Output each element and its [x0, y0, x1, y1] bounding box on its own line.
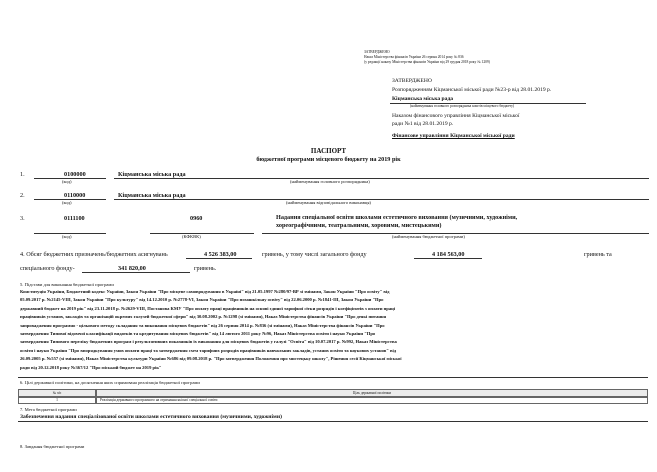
row-1-number: 1.: [20, 171, 25, 178]
approval-label-2: ЗАТВЕРДЖЕНО: [392, 78, 432, 84]
goal-table-header-num: № з/п: [52, 391, 62, 395]
goal-table-row-goal: Реалізація державного програмного на отримання якісної спеціальної освіти: [100, 398, 218, 402]
section-5-line: державний бюджет на 2019 рік" від 23.11.2018 р. №2629-VIII, Постанова КМУ "Про оплату праці працівників на основі єдиної тарифної сітки розрядів і коефіцієнтів з оплати праці: [20, 305, 396, 311]
row-2-name-line: [114, 199, 649, 200]
section-5-line: запровадження програмно - цільового методу складання та виконання місцевих бюджетів" від 26 серпня 2014 р. №836 (зі змінами), Наказ Міністерства фінансів України "Про: [20, 322, 385, 328]
row-3-name-line-2: хореографічними, театральними, хоровими, мистецькими): [276, 222, 442, 229]
row-3-name-line-1: Надання спеціальної освіти школами естетичного виховання (музичними, художніми,: [276, 214, 518, 221]
section-5-line: 05.09.2017 р. №2145-VIII, Закон України "Про культуру" від 14.12.2010 р. №2778-VI, Закон України "Про позашкільну освіту" від 22.06.2000 р. №1841-III, Закон України "Про: [20, 297, 384, 303]
approval-org-1-note: (найменування головного розпорядника коштів місцевого бюджету): [410, 104, 515, 108]
goal-table-header-goal: Ціль державної політики: [352, 391, 392, 395]
budget-special-prefix: спеціального фонду-: [20, 265, 75, 272]
budget-special-suffix: гривень.: [194, 265, 217, 272]
page-subtitle: бюджетної програми місцевого бюджету на 2019 рік: [256, 156, 401, 163]
budget-general-line: [414, 258, 482, 259]
budget-general: 4 184 563,00: [432, 251, 465, 258]
row-3-code-note: (код): [62, 234, 72, 239]
approval-order-1-line-2: (у редакції наказу Міністерства фінансів України від 29 грудня 2018 року № 1209): [364, 60, 490, 64]
row-3-code: 0111100: [64, 215, 85, 222]
budget-special: 341 820,00: [118, 265, 146, 272]
section-5-line: 26.09.2005 р. №557 (зі змінами), Наказ Міністерства культури України №686 від 09.08.2018 р. "Про затвердження Положення про мистецьку школу", Рішення сесії Кіцманської міської: [20, 356, 402, 362]
section-6-title: 6. Цілі державної політики, на досягнення яких спрямована реалізація бюджетної програми: [20, 380, 200, 385]
budget-prefix: 4. Обсяг бюджетних призначень/бюджетних асигнувань: [20, 251, 168, 258]
section-5-line: освіти і науки України "Про впорядкування умов оплати праці та затвердження схем тарифних розрядів працівників навчальних закладів, установ освіти та наукових установ" від: [20, 347, 397, 353]
section-5-line: ради від 20.12.2018 року №367/12 "Про міський бюджет на 2019 рік": [20, 364, 162, 370]
row-2-code-note: (код): [62, 200, 72, 205]
row-2-code: 0110000: [64, 192, 86, 199]
row-1-name-line: [114, 178, 649, 179]
approval-org-1: Кіцманська міська рада: [392, 96, 454, 102]
row-2-name: Кіцманська міська рада: [118, 192, 186, 199]
row-3-kfkvk-note: (КФКВК): [182, 234, 201, 239]
section-5-line: працівників установ, закладів та організацій окремих галузей бюджетної сфери" від 30.08.2002 р. №1298 (зі змінами), Наказ Міністерства фінансів України "Про деякі питання: [20, 314, 387, 320]
section-7-text: Забезпечення надання спеціалізованої освіти школами естетичного виховання (музичними, художніми): [20, 414, 282, 420]
budget-mid-text: гривень, у тому числі загального фонду: [262, 251, 367, 258]
approval-order-3-line-2: ради №1 від 28.01.2019 р.: [392, 121, 454, 127]
row-3-note: (найменування бюджетної програми): [392, 234, 465, 239]
section-5-line: Конституція України, Бюджетний кодекс України, Закон України "Про місцеве самоврядування в Україні" від 21.05.1997 №280/97-ВР зі змінами, Закон України "Про освіту" від: [20, 289, 390, 294]
goal-table-row-num: 1: [56, 398, 58, 402]
row-3-kfkvk-line: [150, 233, 254, 234]
row-1-code: 0100000: [64, 171, 86, 178]
row-3-number: 3.: [20, 215, 25, 222]
approval-order-3-line-1: Наказом фінансового управління Кіцманської міської: [392, 113, 520, 119]
budget-total: 4 526 383,00: [204, 251, 237, 258]
approval-order-1-line-1: Наказ Міністерства фінансів України 26 серпня 2014 року № 836: [364, 55, 464, 59]
approval-org-2: Фінансове управління Кіцманської міської ради: [392, 133, 515, 139]
section-8-title: 8. Завдання бюджетної програми: [20, 444, 85, 449]
section-5-bottom-line: [18, 377, 648, 378]
row-3-kfkvk: 0960: [190, 215, 203, 222]
section-7-title: 7. Мета бюджетної програми: [20, 407, 77, 412]
budget-special-line: [82, 272, 190, 273]
page-title: ПАСПОРТ: [310, 147, 347, 155]
row-1-code-note: (код): [62, 179, 72, 184]
budget-suffix: гривень та: [584, 251, 612, 258]
row-1-note: (найменування головного розпорядника): [290, 179, 370, 184]
section-5-title: 5. Підстави для виконання бюджетної програми: [20, 282, 114, 287]
section-5-line: затвердження Типового переліку бюджетних програм і результативних показників їх виконання для місцевих бюджетів у галузі "Освіта" від 10.07.2017 р. №992, Наказ Міністерства: [20, 339, 397, 345]
budget-total-line: [186, 258, 252, 259]
section-5-line: затвердження Типової відомчої класифікації видатків та кредитування місцевих бюджетів" від 14 лютого 2011 року №96, Наказ Міністерства освіти і науки України "Про: [20, 331, 376, 336]
row-1-name: Кіцманська міська рада: [118, 171, 186, 178]
row-2-note: (найменування відповідального виконавця): [286, 200, 371, 205]
approval-order-2: Розпорядженням Кіцманської міської ради №23-р від 28.01.2019 р.: [392, 87, 552, 93]
approval-label-1: ЗАТВЕРДЖЕНО: [364, 50, 390, 54]
section-7-underline: [18, 421, 648, 422]
row-2-number: 2.: [20, 192, 25, 199]
